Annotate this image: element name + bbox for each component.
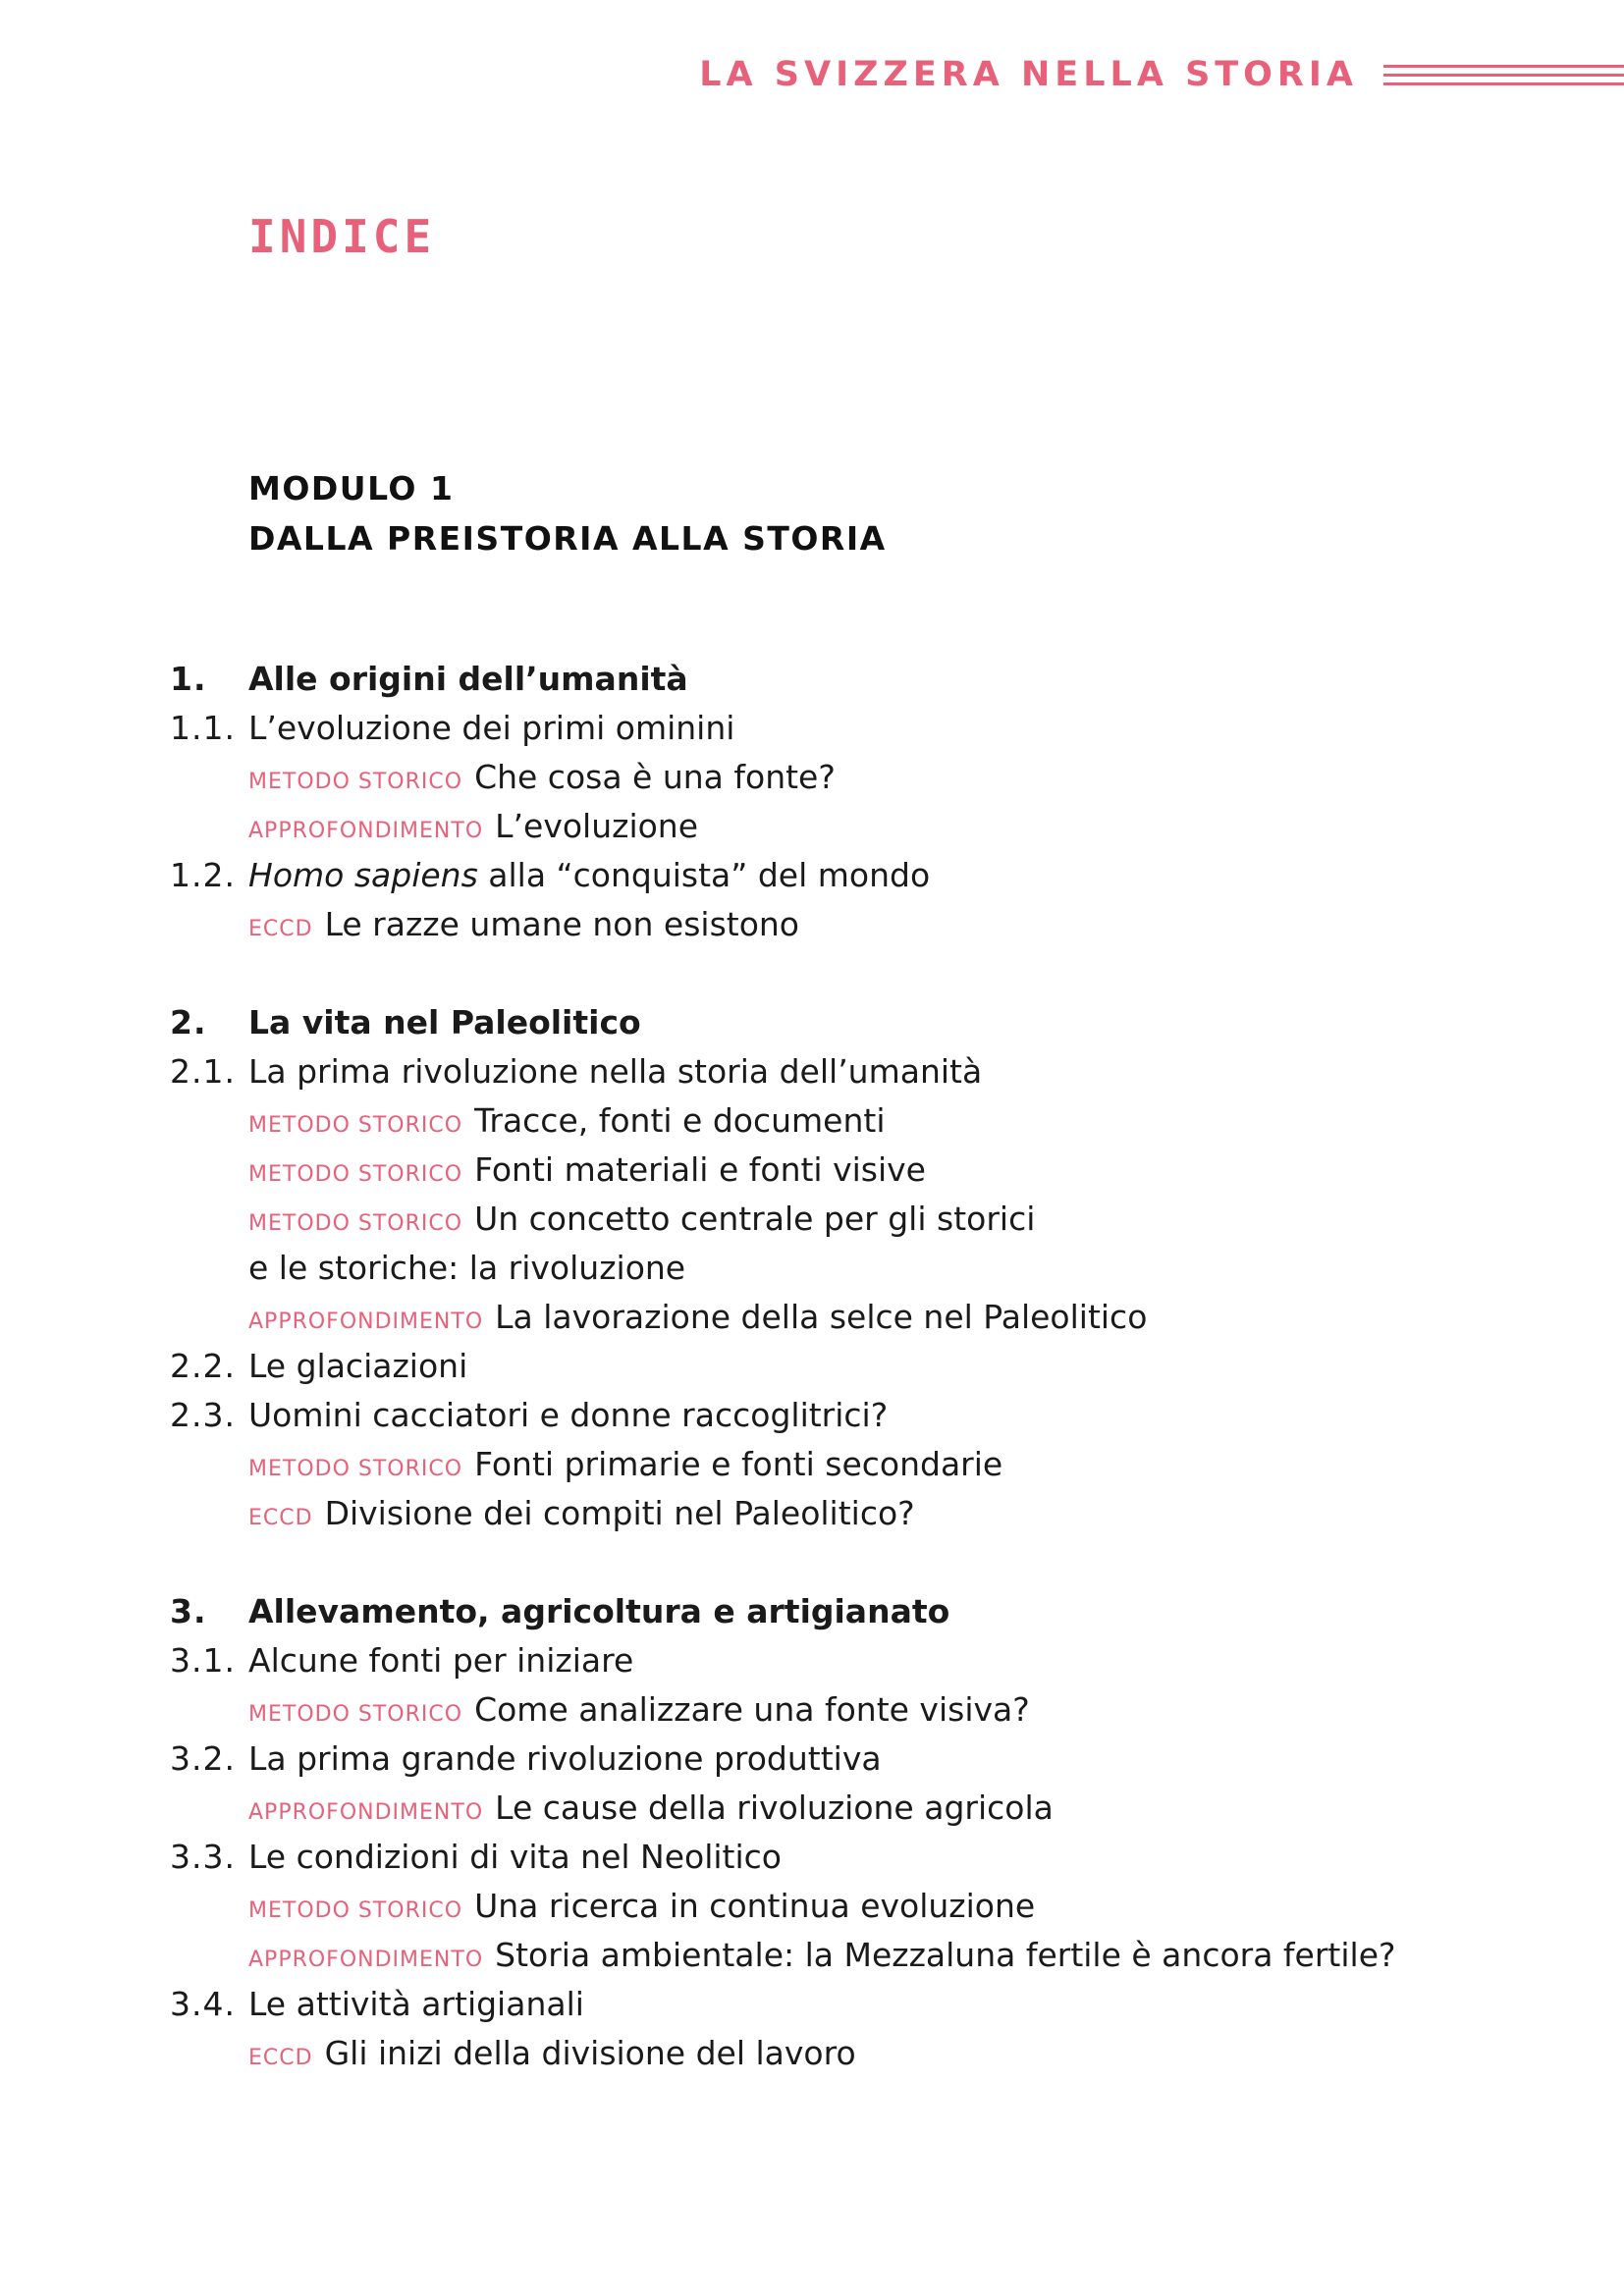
feature-entry [170,1150,1446,1200]
feature-title: Storia ambientale: la Mezzaluna fertile è ancora fertile? [495,1936,1396,1974]
section-title [248,856,930,894]
feature-tag: ECCD [248,917,313,941]
section-title-text: La prima grande rivoluzione produttiva [248,1739,882,1778]
section-number: 3.4. [170,1985,236,2023]
feature-tag: APPROFONDIMENTO [248,1309,484,1334]
running-header [699,55,1624,94]
chapter-number: 2. [170,1003,207,1041]
section-title-text: Le attività artigianali [248,1985,584,2023]
feature-entry [170,2034,1446,2083]
feature-title: Un concetto centrale per gli storici [474,1200,1036,1238]
section-number: 1.1. [170,709,236,747]
feature-entry-continuation [170,1249,1446,1298]
feature-tag: APPROFONDIMENTO [248,819,484,843]
section-title-text: Le condizioni di vita nel Neolitico [248,1838,783,1876]
section-title [248,1838,782,1876]
section-entry [170,1396,1446,1445]
section-entry [170,709,1446,758]
section-number: 2.3. [170,1396,236,1434]
feature-entry [170,1789,1446,1838]
section-entry [170,1739,1446,1789]
section-entry [170,1641,1446,1690]
section-title [248,1985,584,2023]
feature-title: Le razze umane non esistono [324,905,799,943]
feature-title: L’evoluzione [495,807,699,845]
feature-tag: APPROFONDIMENTO [248,1948,484,1972]
feature-title: La lavorazione della selce nel Paleolitico [495,1298,1148,1336]
section-title [248,1347,467,1385]
section-number: 1.2. [170,856,236,894]
feature-title: Le cause della rivoluzione agricola [495,1789,1054,1827]
feature-entry [170,807,1446,856]
feature-entry [170,758,1446,807]
section-title-italic: Homo sapiens [248,856,478,894]
feature-title: Una ricerca in continua evoluzione [474,1887,1036,1925]
feature-entry [170,1494,1446,1543]
feature-tag: APPROFONDIMENTO [248,1800,484,1825]
chapter-number: 1. [170,660,207,698]
section-number: 3.2. [170,1739,236,1778]
section-entry [170,856,1446,905]
feature-tag: METODO STORICO [248,1211,463,1236]
section-number: 3.3. [170,1838,236,1876]
section-number: 2.2. [170,1347,236,1385]
section-number: 3.1. [170,1641,236,1680]
section-entry [170,1052,1446,1101]
chapter-heading [170,1003,1446,1052]
chapter-heading [170,1592,1446,1641]
module-title: DALLA PREISTORIA ALLA STORIA [248,519,887,558]
feature-tag: METODO STORICO [248,770,463,794]
feature-entry [170,905,1446,954]
feature-title: Come analizzare una fonte visiva? [474,1690,1030,1729]
feature-tag: METODO STORICO [248,1162,463,1187]
section-title-text: alla “conquista” del mondo [477,856,931,894]
section-title-text: Alcune fonti per iniziare [248,1641,634,1680]
running-header-title: LA SVIZZERA NELLA STORIA [699,55,1358,94]
feature-entry [170,1690,1446,1739]
feature-tag: METODO STORICO [248,1702,463,1727]
section-title-text: La prima rivoluzione nella storia dell’umanità [248,1052,983,1091]
feature-entry [170,1101,1446,1150]
feature-title: Tracce, fonti e documenti [474,1101,886,1140]
feature-title: Fonti materiali e fonti visive [474,1150,926,1189]
feature-title: Fonti primarie e fonti secondarie [474,1445,1003,1483]
feature-entry [170,1200,1446,1249]
section-title-text: Le glaciazioni [248,1347,468,1385]
section-title-text: Uomini cacciatori e donne raccoglitrici? [248,1396,889,1434]
feature-tag: METODO STORICO [248,1457,463,1481]
section-title [248,1641,633,1680]
chapter-title: Allevamento, agricoltura e artigianato [248,1592,950,1630]
feature-entry [170,1936,1446,1985]
chapter-heading [170,660,1446,709]
section-title [248,709,734,747]
section-title-text: L’evoluzione dei primi ominini [248,709,735,747]
feature-title: Che cosa è una fonte? [474,758,836,796]
feature-tag: ECCD [248,2046,313,2070]
module-label: MODULO 1 [248,469,455,507]
section-title [248,1739,882,1778]
chapter-title: La vita nel Paleolitico [248,1003,641,1041]
page-title: INDICE [248,210,436,263]
section-entry [170,1347,1446,1396]
section-spacer [170,954,1446,1003]
section-title [248,1052,982,1091]
section-entry [170,1985,1446,2034]
feature-title: Gli inizi della divisione del lavoro [324,2034,856,2072]
module-heading [248,463,887,563]
feature-title: Divisione dei compiti nel Paleolitico? [324,1494,915,1532]
feature-tag: METODO STORICO [248,1113,463,1138]
feature-entry [170,1445,1446,1494]
feature-entry [170,1887,1446,1936]
feature-entry [170,1298,1446,1347]
feature-title: e le storiche: la rivoluzione [248,1249,686,1287]
chapter-number: 3. [170,1592,207,1630]
section-spacer [170,1543,1446,1592]
section-number: 2.1. [170,1052,236,1091]
header-stripes-decoration [1383,62,1624,88]
feature-tag: METODO STORICO [248,1898,463,1923]
section-entry [170,1838,1446,1887]
feature-tag: ECCD [248,1506,313,1530]
chapter-title: Alle origini dell’umanità [248,660,688,698]
table-of-contents [170,660,1446,2083]
section-title [248,1396,888,1434]
